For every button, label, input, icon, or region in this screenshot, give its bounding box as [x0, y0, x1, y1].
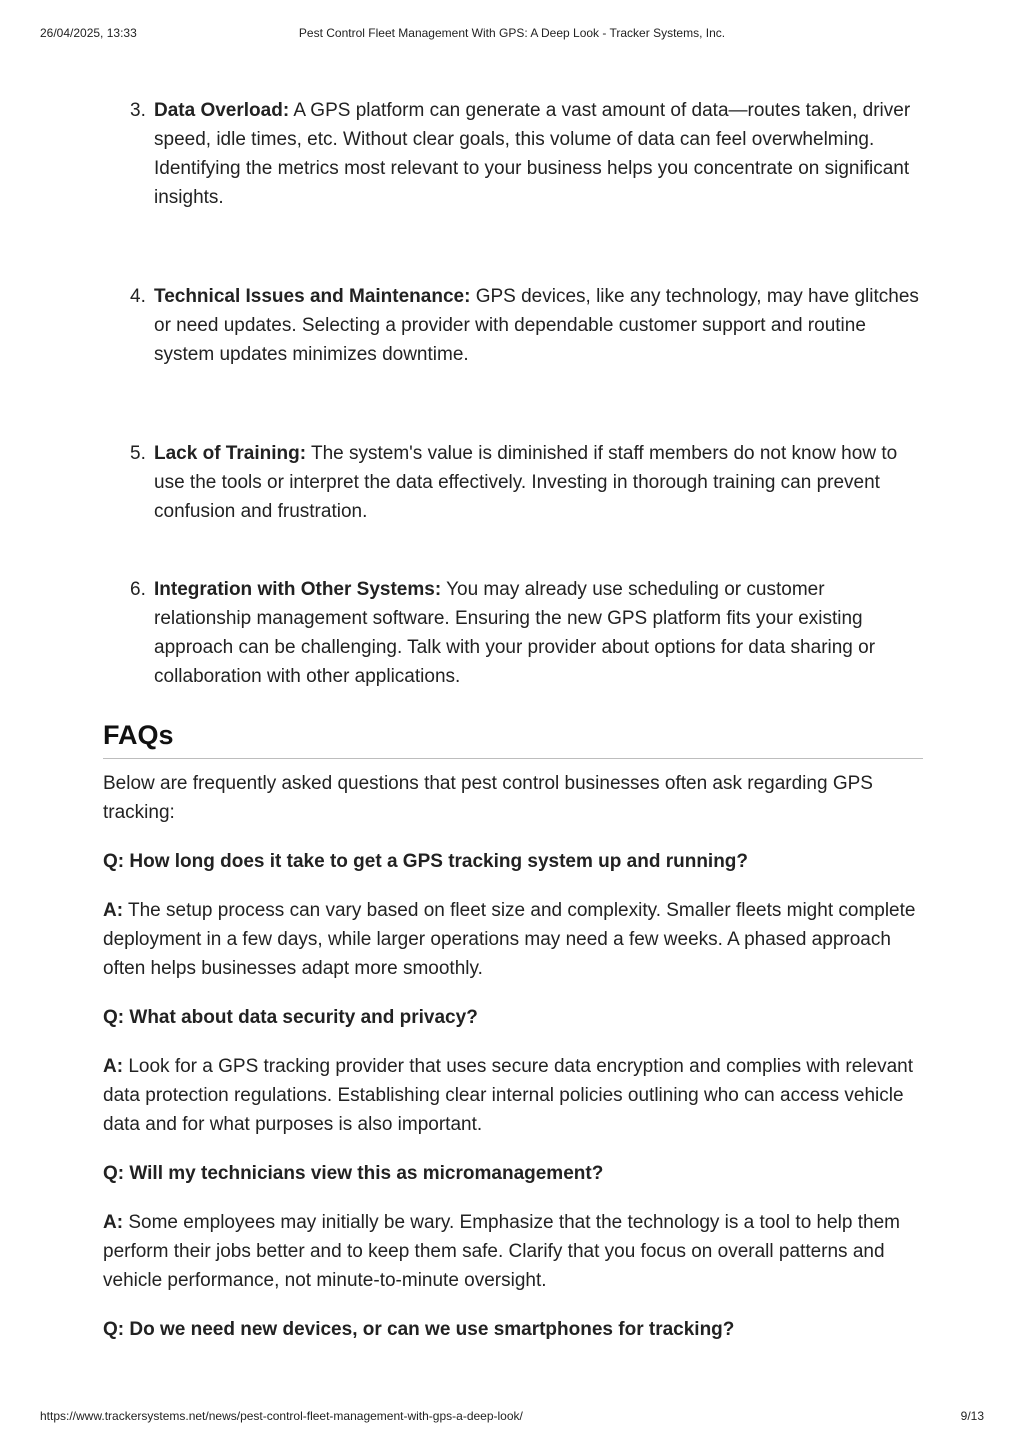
print-header [40, 26, 984, 42]
list-item-term: Data Overload: [154, 100, 290, 121]
list-item-term: Technical Issues and Maintenance: [154, 286, 471, 307]
faq-answer [103, 896, 923, 983]
faq-answer-text: Look for a GPS tracking provider that uses secure data encryption and complies with relevant data protection regulations. Establishing clear internal policies outlining who can access vehicle data and for what purposes is also important. [103, 1056, 914, 1135]
faq-question: Q: Do we need new devices, or can we use smartphones for tracking? [103, 1319, 735, 1340]
list-item-text: GPS devices, like any technology, may have glitches or need updates. Selecting a provider with dependable customer support and routine system updates minimizes downtime. [154, 286, 919, 365]
article-content [103, 96, 923, 1344]
list-item-term: Integration with Other Systems: [154, 579, 442, 600]
page-url: https://www.trackersystems.net/news/pest-control-fleet-management-with-gps-a-deep-look/ [40, 1409, 523, 1423]
faq-intro: Below are frequently asked questions that pest control businesses often ask regarding GPS tracking: [103, 773, 873, 823]
list-number: 4. [130, 286, 146, 307]
answer-prefix: A: [103, 1056, 124, 1077]
list-item-text: You may already use scheduling or customer relationship management software. Ensuring the new GPS platform fits your existing approach can be challenging. Talk with your provider about options for data sharing or collaboration with other applications. [154, 579, 876, 687]
answer-prefix: A: [103, 900, 124, 921]
faq-question: Q: How long does it take to get a GPS tracking system up and running? [103, 851, 749, 872]
faq-answer-text: Some employees may initially be wary. Emphasize that the technology is a tool to help them perform their jobs better and to keep them safe. Clarify that you focus on overall patterns and vehicle performance, not minute-to-minute oversight. [103, 1212, 900, 1291]
faq-question: Q: Will my technicians view this as micromanagement? [103, 1163, 604, 1184]
list-item-term: Lack of Training: [154, 443, 307, 464]
list-number: 5. [130, 443, 146, 464]
list-item [130, 96, 923, 212]
list-item-text: The system's value is diminished if staff members do not know how to use the tools or interpret the data effectively. Investing in thorough training can prevent confusion and frustration. [154, 443, 898, 522]
list-item-text: A GPS platform can generate a vast amount of data—routes taken, driver speed, idle times, etc. Without clear goals, this volume of data can feel overwhelming. Identifying the metrics most relevant to your business helps you concentrate on significant insights. [154, 100, 911, 208]
faq-heading: FAQs [103, 718, 923, 759]
faq-answer [103, 1208, 923, 1295]
answer-prefix: A: [103, 1212, 124, 1233]
page-number: 9/13 [960, 1409, 984, 1423]
print-date: 26/04/2025, 13:33 [40, 26, 137, 40]
list-number: 3. [130, 100, 146, 121]
challenges-list [103, 96, 923, 691]
list-item [130, 439, 923, 526]
list-item [130, 282, 923, 369]
faq-question: Q: What about data security and privacy? [103, 1007, 478, 1028]
list-item [130, 575, 923, 691]
print-footer [40, 1409, 984, 1425]
faq-answer [103, 1052, 923, 1139]
print-title: Pest Control Fleet Management With GPS: A Deep Look - Tracker Systems, Inc. [298, 26, 726, 40]
list-number: 6. [130, 579, 146, 600]
faq-answer-text: The setup process can vary based on fleet size and complexity. Smaller fleets might complete deployment in a few days, while larger operations may need a few weeks. A phased approach often helps businesses adapt more smoothly. [103, 900, 916, 979]
